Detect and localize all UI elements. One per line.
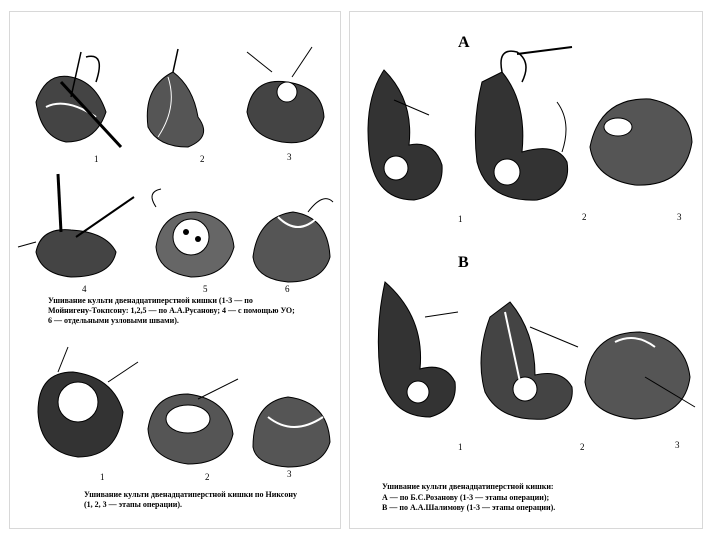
surgical-illustration-2 [138,47,228,152]
figure-caption-top [48,296,333,326]
shalimov-illustration-2 [470,287,580,427]
section-label-b: B [458,254,469,271]
surgical-illustration-3 [242,42,332,152]
surgical-illustration-8 [138,364,243,469]
caption-line: Мойнигену-Токпсону: 1,2,5 — по А.А.Русанову; 4 — с помощью УО; [48,306,295,315]
figure-number: 3 [677,212,682,222]
caption-line: А — по Б.С.Розанову (1-3 — этапы операции); [382,492,550,502]
rozanov-illustration-3 [580,87,698,192]
figure-number: 2 [582,212,587,222]
caption-line: Ушивание культи двенадцатиперстной кишки (1-3 — по [48,296,253,305]
surgical-illustration-9 [248,377,333,469]
figure-number: 3 [287,152,292,162]
shalimov-illustration-1 [370,277,460,427]
right-illustration-panel [350,12,702,528]
rozanov-illustration-2 [462,42,577,207]
surgical-illustration-6 [248,187,336,285]
caption-line: В — по А.А.Шалимову (1-3 — этапы операции). [382,503,556,512]
caption-line: Ушивание культи двенадцатиперстной кишки по Никсону [84,490,297,499]
figure-number: 3 [675,440,680,450]
figure-number: 1 [100,472,105,482]
figure-number: 1 [458,214,463,224]
figure-number: 6 [285,284,290,294]
figure-number: 1 [94,154,99,164]
surgical-illustration-4 [16,172,136,284]
surgical-illustration-7 [28,342,143,467]
caption-line: 6 — отдельными узловыми швами). [48,316,179,325]
figure-number: 1 [458,442,463,452]
figure-number: 5 [203,284,208,294]
caption-line: Ушивание культи двенадцатиперстной кишки: [382,482,554,491]
caption-line: (1, 2, 3 — этапы операции). [84,500,182,509]
left-illustration-panel [10,12,340,528]
figure-caption-bottom [84,490,336,510]
surgical-illustration-5 [146,187,242,282]
figure-number: 2 [200,154,205,164]
rozanov-illustration-1 [354,60,449,210]
figure-number: 3 [287,469,292,479]
figure-number: 2 [580,442,585,452]
figure-number: 2 [205,472,210,482]
figure-number: 4 [82,284,87,294]
surgical-illustration-1 [26,42,126,157]
section-label-a: A [458,34,470,51]
shalimov-illustration-3 [575,317,697,425]
figure-caption-right [382,482,682,514]
